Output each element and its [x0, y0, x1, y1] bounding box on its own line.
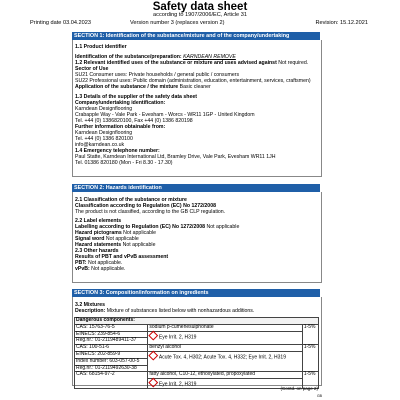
dangerous-components-table	[74, 317, 319, 389]
identified-uses	[75, 60, 308, 66]
label: Labelling according to Regulation (EC) No 1272/2008	[75, 224, 206, 230]
label: PBT:	[75, 260, 87, 266]
component-id: CAS: 15763-76-5	[75, 324, 148, 331]
classification-heading: 2.1 Classification of the substance or mixture	[75, 197, 187, 203]
component-id: EINECS: 202-859-9	[75, 351, 148, 358]
emergency-phone: Tel. 01386 820180 (Mon - Fri 8.30 - 17.30)	[75, 160, 173, 166]
hazard-pictogram-icon	[149, 378, 158, 387]
company-name: Karndean Designflooring	[75, 106, 133, 112]
component-id: Reg.nr.: 01-2119489411-37	[75, 338, 148, 345]
su21-line: SU21 Consumer uses: Private households / general public / consumers	[75, 72, 240, 78]
label: vPvB:	[75, 266, 90, 272]
section-2-heading: SECTION 2: Hazards identification	[72, 184, 320, 192]
table-header: Dangerous components:	[75, 318, 319, 325]
component-id: EINECS: 239-854-6	[75, 331, 148, 338]
document-subtitle: according to 1907/2006/EC, Article 31	[153, 12, 247, 18]
component-name: fatty alcohol, C10-12, ethoxylated, propoxylated	[148, 372, 302, 379]
hazard-pictogram-icon	[149, 351, 158, 360]
value: Not applicable.	[86, 260, 123, 266]
company-address: Crabapple Way - Vale Park - Evesham - Worcs - WR11 1GP - United Kingdom	[75, 112, 255, 118]
section-1-heading: SECTION 1: Identification of the substance/mixture and of the company/undertaking	[72, 32, 320, 40]
product-name: KARNDEAN REMOVE	[183, 54, 236, 60]
label: Application of the substance / the mixture	[75, 84, 179, 90]
printing-date: Printing date 03.04.2023	[30, 20, 91, 26]
classification-statement: The product is not classified, according to the GB CLP regulation.	[75, 209, 226, 215]
component-name: sodium p-cumenesulphonate	[148, 324, 302, 331]
value: Basic cleaner	[178, 84, 211, 90]
hazard-pictogram-icon	[149, 331, 158, 340]
component-range: 1-5%	[302, 345, 318, 372]
label: Signal word	[75, 236, 105, 242]
component-id: CAS: 68154-97-2	[75, 372, 148, 389]
section-3-heading: SECTION 3: Composition/information on ingredients	[72, 289, 320, 297]
revision-date: Revision: 15.12.2021	[315, 20, 368, 26]
su22-line: SU22 Professional uses: Public domain (administration, education, entertainment, services, craftsmen)	[75, 78, 311, 84]
component-hazard	[148, 331, 302, 345]
table-row	[75, 372, 319, 379]
other-hazards-heading: 2.3 Other hazards	[75, 248, 119, 254]
component-name: benzyl alcohol	[148, 345, 302, 352]
value: Not applicable	[121, 242, 156, 248]
value: Mixture of substances listed below with nonhazardous additions.	[105, 308, 255, 314]
application-line	[75, 84, 211, 90]
continued-note: (Contd. on page 2)	[280, 386, 318, 391]
further-info-heading: Further information obtainable from:	[75, 124, 166, 130]
language-code: GB	[316, 394, 322, 398]
label: 1.2 Relevant identified uses of the substance or mixture and uses advised against	[75, 60, 277, 66]
product-identifier-heading: 1.1 Product identifier	[75, 44, 127, 50]
emergency-contact: Paul Statte, Karndean International Ltd, Bramley Drive, Vale Park, Evesham WR11 1JH	[75, 154, 276, 160]
component-range: 1-5%	[302, 324, 318, 344]
classification-regulation: Classification according to Regulation (EC) No 1272/2008	[75, 203, 216, 209]
label: Identification of the substance/preparation:	[75, 54, 184, 60]
component-id: Reg.nr.: 01-2119492630-38	[75, 365, 148, 372]
label: Hazard pictograms	[75, 230, 122, 236]
hazard-text: Acute Tox. 4, H302; Acute Tox. 4, H332; Eye Irrit. 2, H319	[158, 354, 286, 361]
sector-of-use-heading: Sector of Use	[75, 66, 109, 72]
info-company-name: Karndean Designflooring	[75, 130, 133, 136]
value: Not applicable.	[89, 266, 126, 272]
mixtures-heading: 3.2 Mixtures	[75, 302, 105, 308]
component-hazard	[148, 351, 302, 371]
label-elements-heading: 2.2 Label elements	[75, 218, 122, 224]
value: Not applicable	[205, 224, 240, 230]
component-id: Index number: 603-057-00-5	[75, 358, 148, 365]
pbt-vpvb-heading: Results of PBT and vPvB assessment	[75, 254, 169, 260]
label: Hazard statements	[75, 242, 122, 248]
hazard-text: Eye Irrit. 2, H319	[158, 334, 197, 341]
version-number: Version number 3 (replaces version 2)	[130, 20, 225, 26]
info-phone: Tel. +44 (0) 1386 820100	[75, 136, 133, 142]
hazard-text: Eye Irrit. 2, H319	[158, 381, 197, 388]
component-id: CAS: 100-51-6	[75, 345, 148, 352]
value: Not required.	[276, 60, 309, 66]
mixture-description	[75, 308, 254, 314]
company-identification-heading: Company/undertaking identification:	[75, 100, 166, 106]
document-title: Safety data sheet	[152, 1, 248, 13]
info-email[interactable]: info@karndean.co.uk	[75, 142, 125, 148]
value: Not applicable	[121, 230, 157, 236]
supplier-details-heading: 1.3 Details of the supplier of the safety data sheet	[75, 94, 197, 100]
company-phone-fax: Tel. +44 (0) 1386820100, Fax +44 (0) 1386 820198	[75, 118, 193, 124]
component-hazard	[148, 379, 302, 389]
label: Description:	[75, 308, 106, 314]
emergency-phone-heading: 1.4 Emergency telephone number:	[75, 148, 160, 154]
vpvb-line	[75, 266, 125, 272]
component-range: 1-5%	[302, 372, 318, 389]
value: Not applicable	[104, 236, 139, 242]
